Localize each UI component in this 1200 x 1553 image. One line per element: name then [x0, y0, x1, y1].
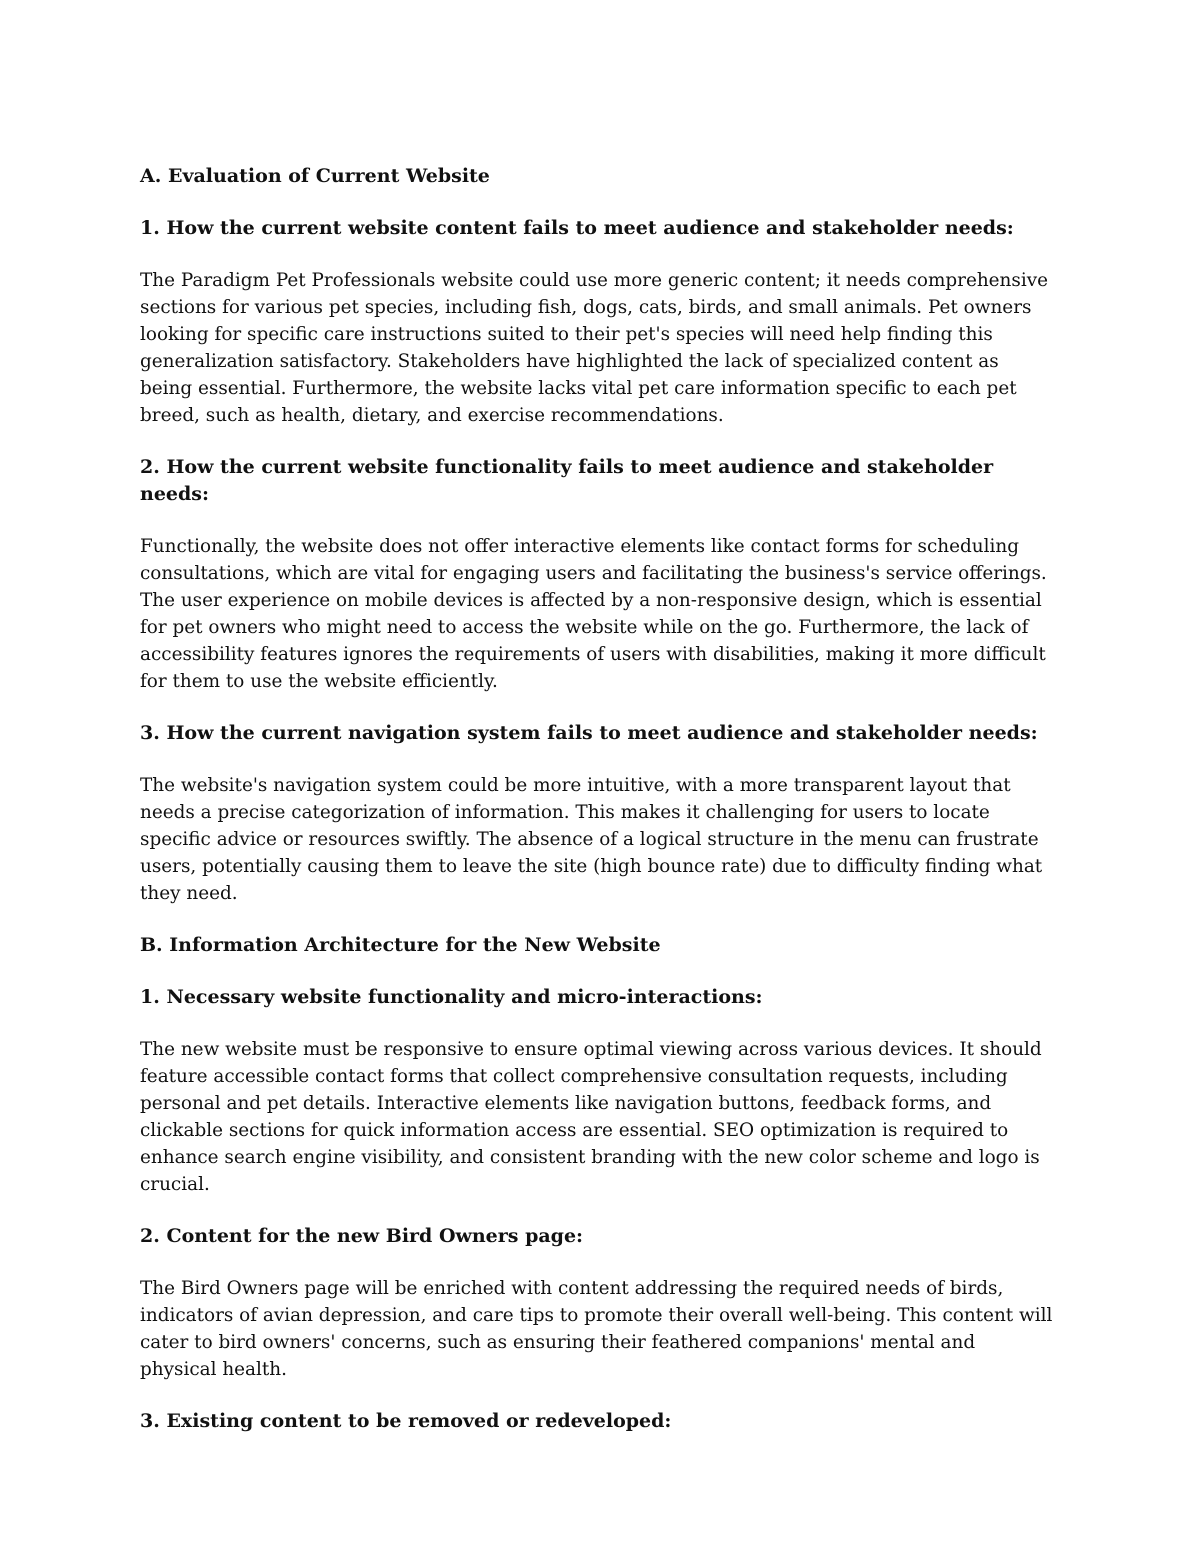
section-a1-paragraph: The Paradigm Pet Professionals website could use more generic content; it needs comprehensive sections for various pet species, including fish, dogs, cats, birds, and small animals. Pet owners looking for specific care instructions suited to their pet's species will need help finding this generalization satisfactory. Stakeholders have highlighted the lack of specialized content as being essential. Furthermore, the website lacks vital pet care information specific to each pet breed, such as health, dietary, and exercise recommendations. [140, 270, 1048, 426]
section-a-title: A. Evaluation of Current Website [140, 165, 490, 187]
section-b2-paragraph: The Bird Owners page will be enriched with content addressing the required needs of birds, indicators of avian depression, and care tips to promote their overall well-being. This content will cater to bird owners' concerns, such as ensuring their feathered companions' mental and physical health. [140, 1278, 1053, 1380]
section-b-title: B. Information Architecture for the New Website [140, 934, 661, 956]
section-a3-heading: 3. How the current navigation system fails to meet audience and stakeholder needs: [140, 722, 1038, 744]
section-b2-heading: 2. Content for the new Bird Owners page: [140, 1225, 584, 1247]
document-page [140, 163, 1055, 1460]
section-b3-heading: 3. Existing content to be removed or redeveloped: [140, 1410, 672, 1432]
section-b1-heading: 1. Necessary website functionality and micro-interactions: [140, 986, 763, 1008]
section-a2-paragraph: Functionally, the website does not offer interactive elements like contact forms for scheduling consultations, which are vital for engaging users and facilitating the business's service offerings. The user experience on mobile devices is affected by a non-responsive design, which is essential for pet owners who might need to access the website while on the go. Furthermore, the lack of accessibility features ignores the requirements of users with disabilities, making it more difficult for them to use the website efficiently. [140, 536, 1047, 692]
section-a1-heading: 1. How the current website content fails to meet audience and stakeholder needs: [140, 217, 1014, 239]
section-a2-heading: 2. How the current website functionality fails to meet audience and stakeholder needs: [140, 456, 994, 505]
section-a3-paragraph: The website's navigation system could be more intuitive, with a more transparent layout that needs a precise categorization of information. This makes it challenging for users to locate specific advice or resources swiftly. The absence of a logical structure in the menu can frustrate users, potentially causing them to leave the site (high bounce rate) due to difficulty finding what they need. [140, 775, 1043, 904]
section-b1-paragraph: The new website must be responsive to ensure optimal viewing across various devices. It should feature accessible contact forms that collect comprehensive consultation requests, including personal and pet details. Interactive elements like navigation buttons, feedback forms, and clickable sections for quick information access are essential. SEO optimization is required to enhance search engine visibility, and consistent branding with the new color scheme and logo is crucial. [140, 1039, 1042, 1195]
